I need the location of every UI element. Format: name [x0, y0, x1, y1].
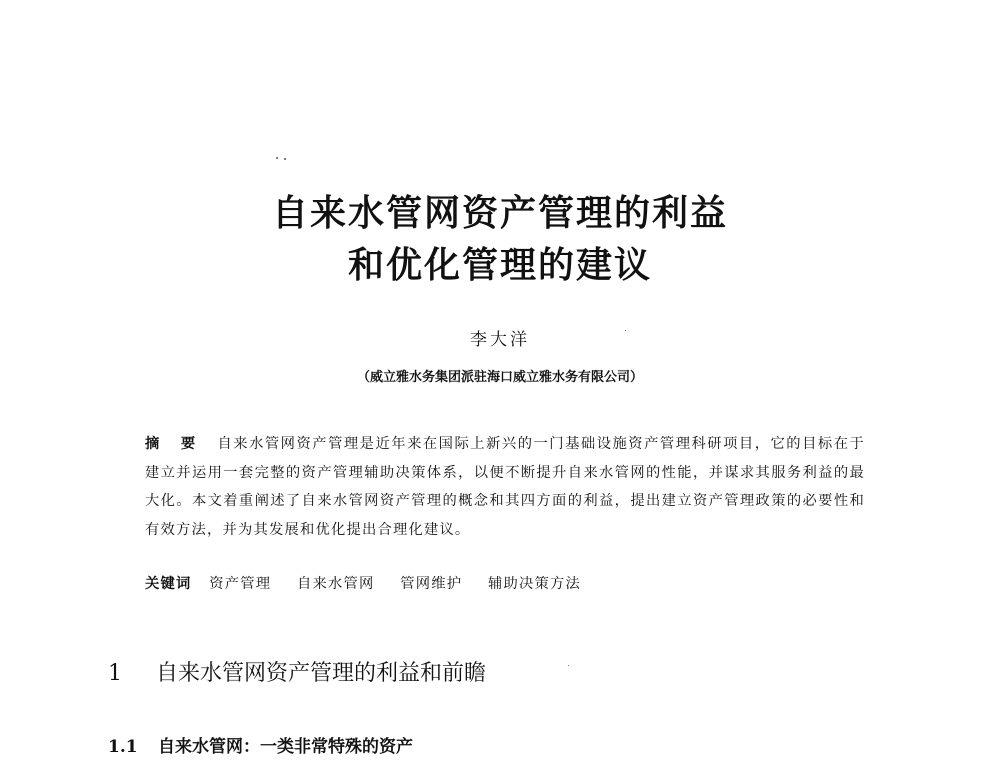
section-heading-1	[108, 656, 486, 687]
section-number: 1	[108, 661, 122, 686]
subsection-number: 1.1	[108, 737, 138, 757]
section-title: 自来水管网资产管理的利益和前瞻	[156, 661, 487, 686]
subsection-title: 自来水管网：一类非常特殊的资产	[158, 737, 413, 757]
scan-speck	[276, 157, 278, 159]
abstract-label: 摘 要	[145, 436, 204, 452]
keyword: 自来水管网	[297, 576, 375, 592]
keyword: 资产管理	[209, 576, 272, 592]
abstract-text: 自来水管网资产管理是近年来在国际上新兴的一门基础设施资产管理科研项目，它的目标在于建立并运用一套完整的资产管理辅助决策体系，以便不断提升自来水管网的性能，并谋求其服务利益的最大化。本文着重阐述了自来水管网资产管理的概念和其四方面的利益，提出建立资产管理政策的必要性和有效方法，并为其发展和优化提出合理化建议。	[145, 436, 865, 538]
subsection-heading-1-1	[108, 732, 413, 757]
paper-title-line-2: 和优化管理的建议	[347, 245, 652, 286]
author-affiliation: （威立雅水务集团派驻海口威立雅水务有限公司）	[356, 370, 643, 385]
scan-speck	[284, 158, 286, 160]
keyword: 管网维护	[400, 576, 463, 592]
keyword: 辅助决策方法	[487, 576, 581, 592]
keywords-block	[145, 573, 865, 593]
keywords-label: 关键词	[145, 576, 192, 592]
paper-title-line-1: 自来水管网资产管理的利益	[271, 193, 728, 234]
abstract-block	[145, 430, 865, 544]
author-name: 李大洋	[470, 330, 530, 350]
scan-speck	[568, 665, 569, 666]
